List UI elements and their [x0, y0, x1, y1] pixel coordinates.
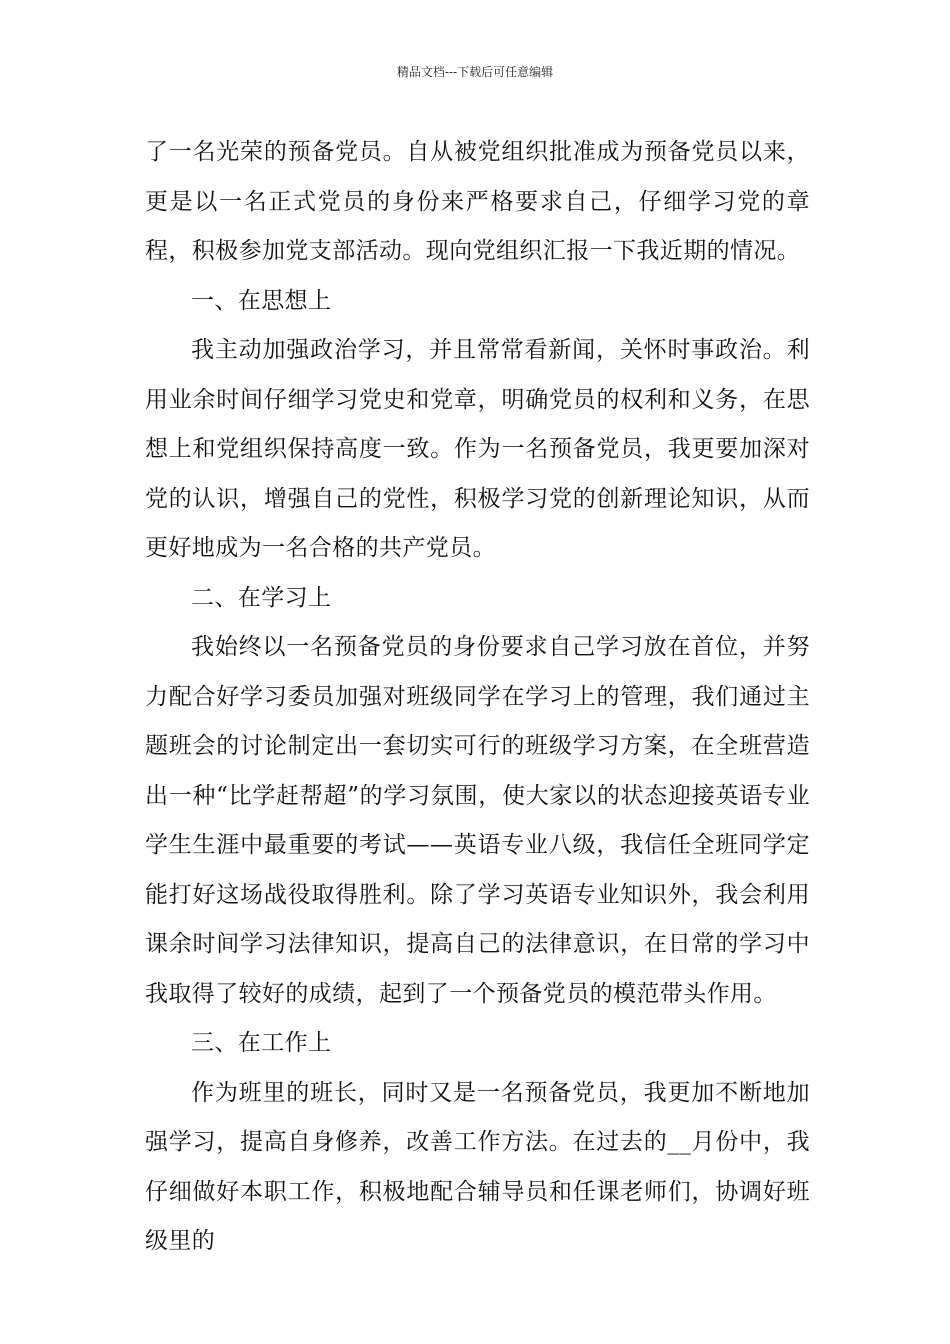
page-header: 精品文档---下载后可任意编辑 [396, 65, 554, 79]
paragraph-intro: 了一名光荣的预备党员。自从被党组织批准成为预备党员以来，更是以一名正式党员的身份来严格要求自己，仔细学习党的章程，积极参加党支部活动。现向党组织汇报一下我近期的情况。 [145, 139, 810, 264]
section-heading-study: 二、在学习上 [191, 584, 332, 611]
paragraph-study: 我始终以一名预备党员的身份要求自己学习放在首位，并努力配合好学习委员加强对班级同学在学习上的管理，我们通过主题班会的讨论制定出一套切实可行的班级学习方案，在全班营造出一种“比学赶帮超”的学习氛围，使大家以的状态迎接英语专业学生生涯中最重要的考试——英语专业八级，我信任全班同学定能打好这场战役取得胜利。除了学习英语专业知识外，我会利用课余时间学习法律知识，提高自己的法律意识，在日常的学习中我取得了较好的成绩，起到了一个预备党员的模范带头作用。 [145, 634, 810, 1007]
section-heading-work: 三、在工作上 [191, 1030, 332, 1056]
paragraph-thought: 我主动加强政治学习，并且常常看新闻，关怀时事政治。利用业余时间仔细学习党史和党章，明确党员的权利和义务，在思想上和党组织保持高度一致。作为一名预备党员，我更要加深对党的认识，增强自己的党性，积极学习党的创新理论知识，从而更好地成为一名合格的共产党员。 [145, 337, 810, 561]
document-body [145, 128, 810, 1267]
section-heading-thought: 一、在思想上 [191, 287, 332, 314]
paragraph-work: 作为班里的班长，同时又是一名预备党员，我更加不断地加强学习，提高自身修养，改善工作方法。在过去的__月份中，我仔细做好本职工作，积极地配合辅导员和任课老师们，协调好班级里的 [145, 1079, 810, 1254]
